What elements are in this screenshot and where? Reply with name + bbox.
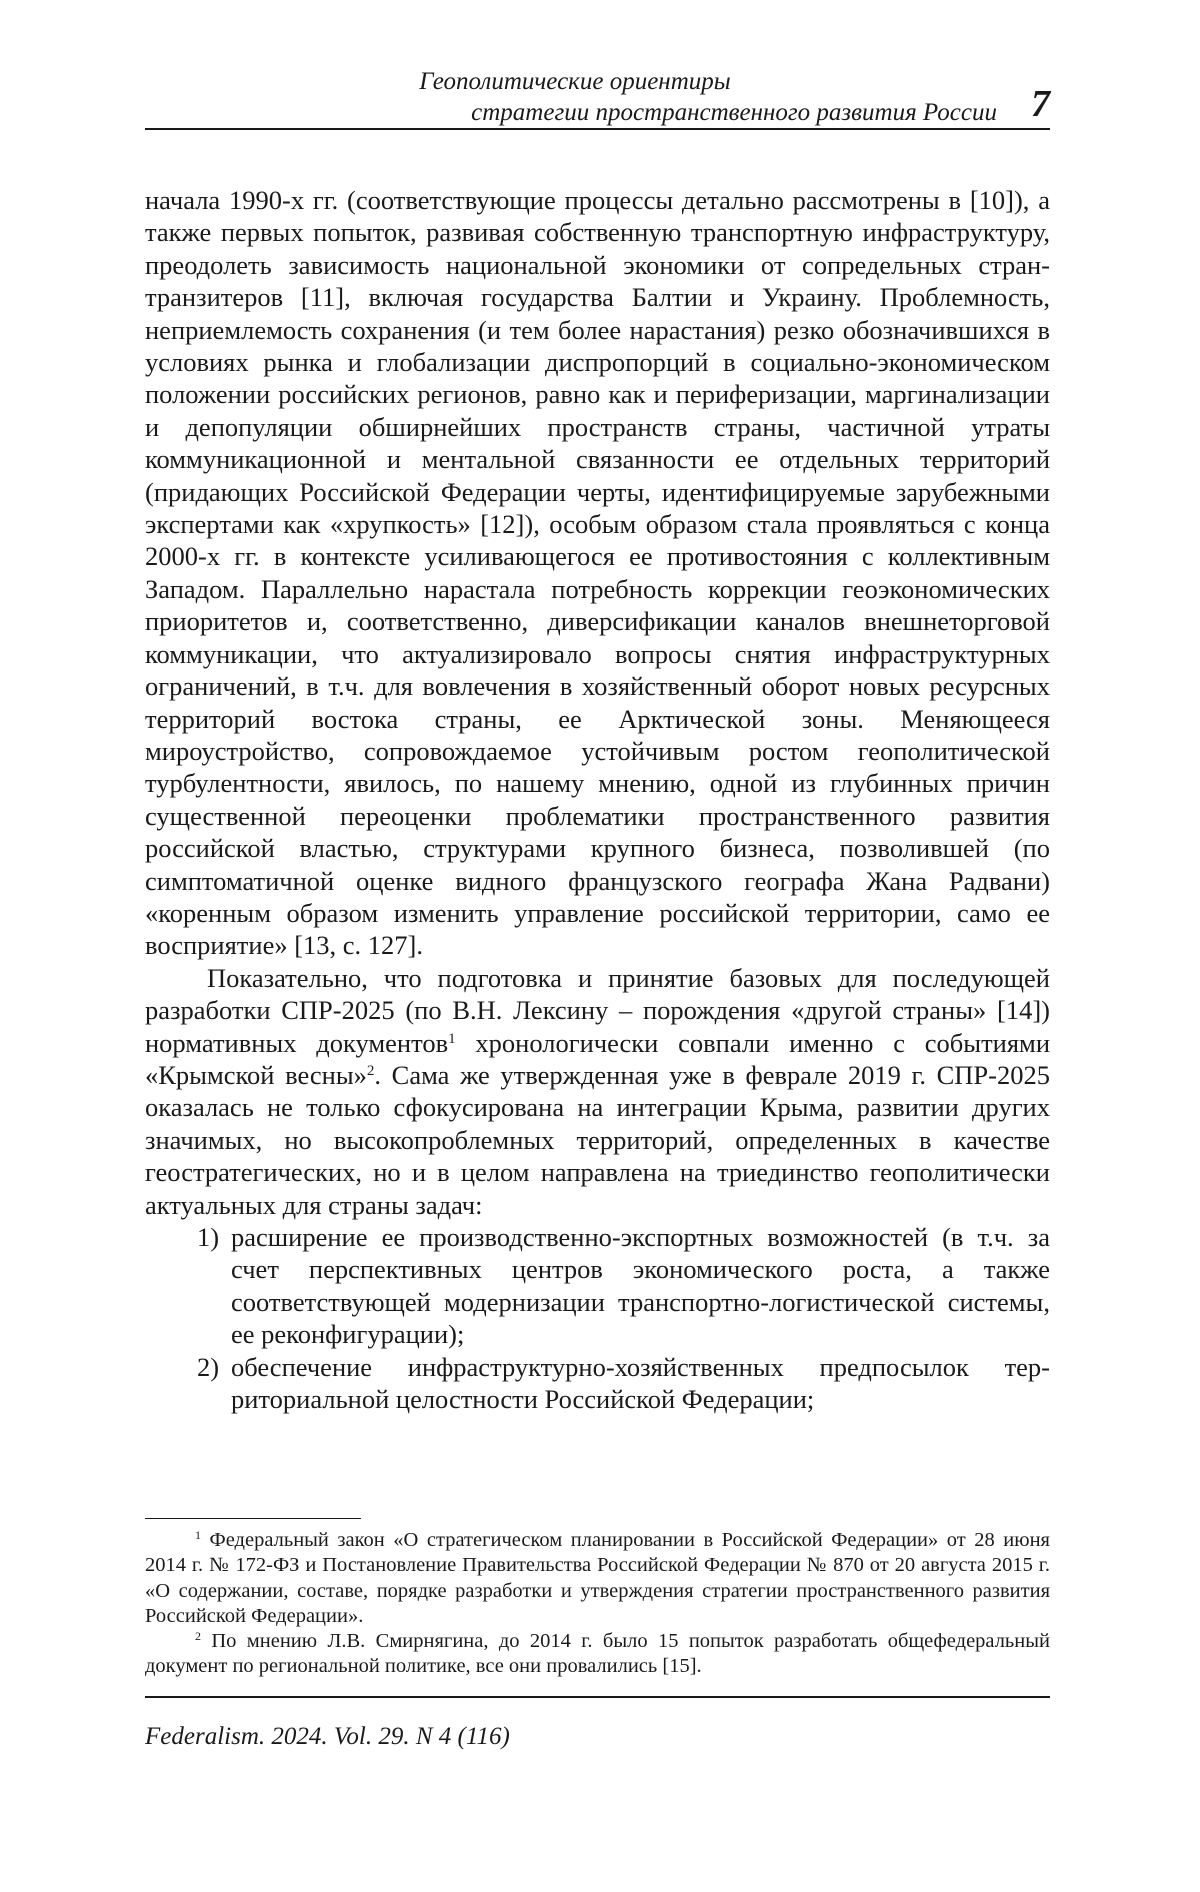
running-head-line-1: Геополитические ориентиры bbox=[145, 66, 1005, 97]
paragraph-2-text-a: Показательно, что подготовка и принятие базовых для последую­щей разработки СПР-2025 (по В.Н. Лексину – порождения «другой стра­ны» [14]) нормативных документов bbox=[145, 963, 1050, 1058]
paragraph-2-text-c: . Сама же утвержденная уже в феврале 2019 г. СПР-2025 оказалась не только сфокусирована на интеграции Крыма, развитии других значимых, но высокопроблемных территорий, определенных в качестве геостратегических, но и в целом направлена на триединство геополитически актуальных для страны задач: bbox=[145, 1060, 1050, 1220]
footnote-mark: 2 bbox=[195, 1629, 201, 1643]
running-head-title bbox=[145, 66, 1005, 128]
footnote-ref-1[interactable]: 1 bbox=[448, 1031, 456, 1047]
paragraph-2 bbox=[145, 962, 1050, 1221]
list-item-number: 2) bbox=[197, 1351, 219, 1383]
footnotes bbox=[145, 1528, 1050, 1680]
footnote-1 bbox=[145, 1528, 1050, 1629]
page-number: 7 bbox=[1031, 84, 1050, 124]
footnote-divider bbox=[145, 1518, 361, 1519]
paragraph-2-text-b: хронологически совпали именно с событиями «Крымской весны» bbox=[145, 1028, 1050, 1090]
list-item bbox=[145, 1351, 1050, 1416]
list-item bbox=[145, 1221, 1050, 1351]
footnote-mark: 1 bbox=[195, 1528, 201, 1542]
main-text bbox=[145, 184, 1050, 1415]
list-item-number: 1) bbox=[197, 1221, 219, 1253]
footnote-2 bbox=[145, 1629, 1050, 1680]
paragraph-1: начала 1990-х гг. (соответствующие процессы детально рассмотрены в [10]), а также первых попыток, развивая собственную транспортную инфраструктуру, преодолеть зависимость национальной экономики от сопредельных стран-транзитеров [11], включая государства Балтии и Украину. Проблемность, неприемлемость сохранения (и тем более нарастания) резко обозначившихся в условиях рынка и глобализации диспропорций в социально-экономическом положении российских ре­гионов, равно как и периферизации, маргинализации и депопуляции обширнейших пространств страны, частичной утраты коммуникаци­онной и ментальной связанности ее отдельных территорий (придаю­щих Российской Федерации черты, идентифицируемые зарубежными экспертами как «хрупкость» [12]), особым образом стала проявляться с конца 2000-х гг. в контексте усиливающегося ее противостояния с коллективным Западом. Параллельно нарастала потребность кор­рекции геоэкономических приоритетов и, соответственно, диверсифи­кации каналов внешнеторговой коммуникации, что актуализировало вопросы снятия инфраструктурных ограничений, в т.ч. для вовлечения в хозяйственный оборот новых ресурсных территорий востока страны, ее Арктической зоны. Меняющееся мироустройство, сопровождаемое устойчивым ростом геополитической турбулентности, явилось, по на­шему мнению, одной из глубинных причин существенной переоценки проблематики пространственного развития российской властью, струк­турами крупного бизнеса, позволившей (по симптоматичной оценке видного французского географа Жана Радвани) «коренным образом изменить управление российской территории, само ее восприятие» [13, с. 127]. bbox=[145, 184, 1050, 962]
running-head-line-2: стратегии пространственного развития России bbox=[145, 97, 1005, 128]
footnote-text: По мнению Л.В. Смирнягина, до 2014 г. было 15 попыток разработать общефеде­ральный документ по региональной политике, все они провалились [15]. bbox=[145, 1630, 1050, 1677]
footer-divider bbox=[145, 1696, 1050, 1698]
footnote-ref-2[interactable]: 2 bbox=[367, 1063, 375, 1079]
journal-page bbox=[0, 0, 1200, 1892]
footnote-text: Федеральный закон «О стратегическом планировании в Российской Федерации» от 28 июня 2014 г. № 172-ФЗ и Постановление Правительства Российской Федерации № 870 от 20 августа 2015 г. «О содержании, составе, порядке разработки и утверждения стратегии пространственного развития Российской Федерации». bbox=[145, 1529, 1050, 1627]
list-item-text: обеспечение инфраструктурно-хозяйственных предпосылок тер­риториальной целостности Российской Федерации; bbox=[231, 1352, 1050, 1414]
header-divider bbox=[145, 128, 1050, 130]
journal-citation: Federalism. 2024. Vol. 29. N 4 (116) bbox=[145, 1722, 510, 1752]
list-item-text: расширение ее производственно-экспортных возможностей (в т.ч. за счет перспективных центров экономического роста, а так­же соответствующей модернизации транспортно-логистической системы, ее реконфигурации); bbox=[231, 1222, 1050, 1349]
task-list bbox=[145, 1221, 1050, 1415]
